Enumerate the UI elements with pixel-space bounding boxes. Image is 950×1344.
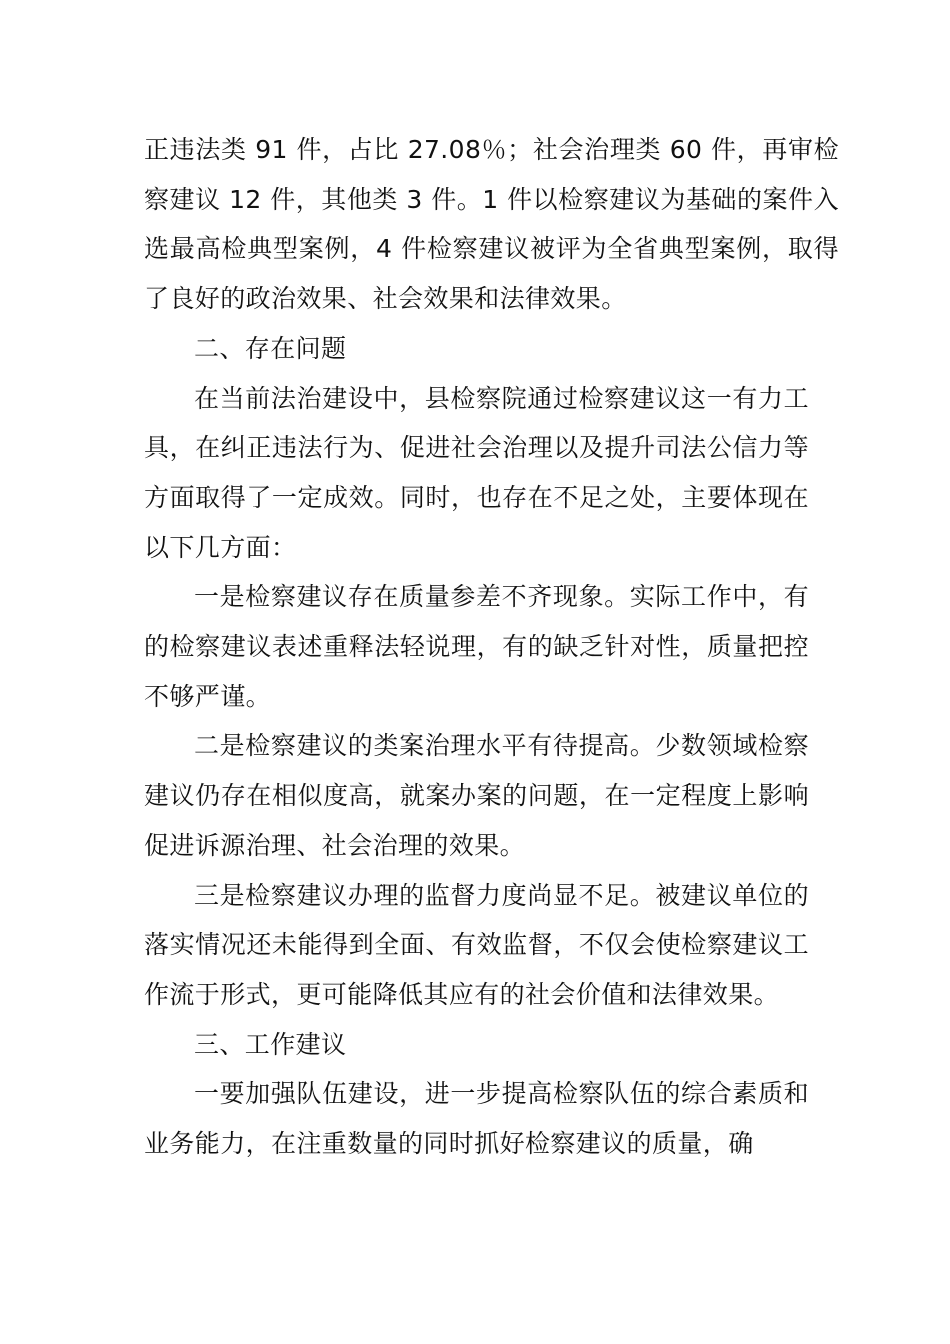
paragraph-suggestion-team: 一要加强队伍建设，进一步提高检察队伍的综合素质和业务能力，在注重数量的同时抓好检察建议的质量，确 <box>144 1079 809 1159</box>
paragraph-problem-governance: 二是检察建议的类案治理水平有待提高。少数领域检察建议仍存在相似度高，就案办案的问题，在一定程度上影响促进诉源治理、社会治理的效果。 <box>144 731 809 860</box>
section-heading-problems: 二、存在问题 <box>194 333 347 363</box>
paragraph-problems-intro: 在当前法治建设中，县检察院通过检察建议这一有力工具，在纠正违法行为、促进社会治理以及提升司法公信力等方面取得了一定成效。同时，也存在不足之处，主要体现在以下几方面： <box>144 383 809 562</box>
paragraph-statistics: 正违法类 91 件，占比 27.08％；社会治理类 60 件，再审检察建议 12 件，其他类 3 件。1 件以检察建议为基础的案件入选最高检典型案例，4 件检察建议被评为全省典型案例，取得了良好的政治效果、社会效果和法律效果。 <box>144 135 839 314</box>
section-heading-suggestions: 三、工作建议 <box>194 1029 347 1059</box>
paragraph-problem-supervision: 三是检察建议办理的监督力度尚显不足。被建议单位的落实情况还未能得到全面、有效监督，不仅会使检察建议工作流于形式，更可能降低其应有的社会价值和法律效果。 <box>144 880 809 1009</box>
paragraph-problem-quality: 一是检察建议存在质量参差不齐现象。实际工作中，有的检察建议表述重释法轻说理，有的缺乏针对性，质量把控不够严谨。 <box>144 582 809 711</box>
document-body <box>144 125 839 1169</box>
